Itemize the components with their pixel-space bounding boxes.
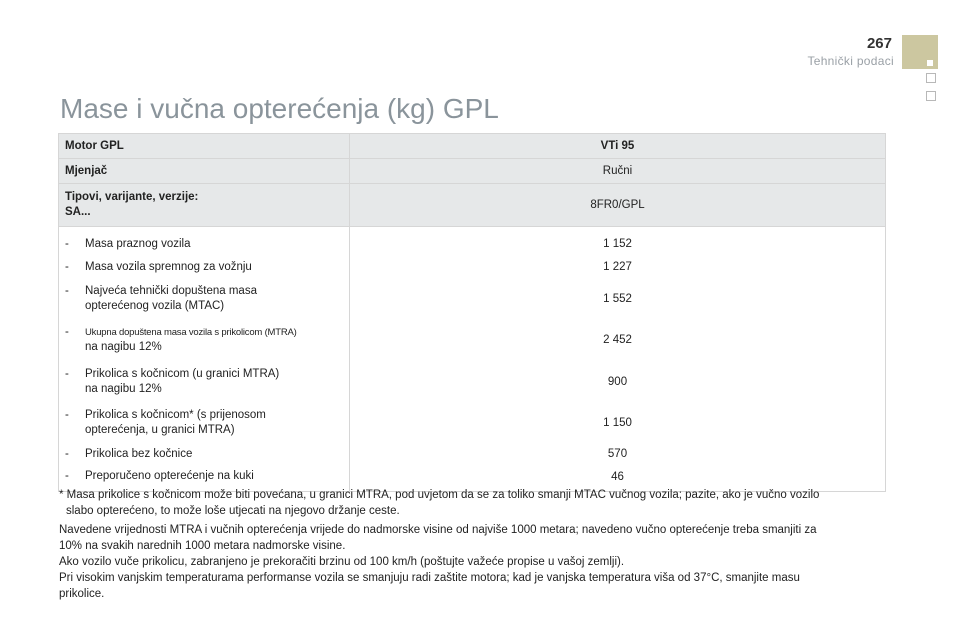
dash: - [65, 368, 69, 380]
row-label: Prikolica s kočnicom (u granici MTRA) [85, 368, 280, 380]
footnote [59, 487, 889, 519]
row-value: 1 227 [350, 255, 886, 279]
gearbox-value: Ručni [350, 159, 886, 184]
engine-value: VTi 95 [350, 134, 886, 159]
note-p1-line2: 10% na svakih narednih 1000 metara nadmorske visine. [59, 540, 346, 552]
types-value: 8FR0/GPL [350, 184, 886, 227]
row-label: Najveća tehnički dopuštena masa [85, 285, 257, 297]
row-label: Ukupna dopuštena masa vozila s prikolicom (MTRA) [85, 327, 297, 338]
gearbox-row [59, 159, 886, 184]
row-value: 1 552 [350, 279, 886, 319]
note-p1-line1: Navedene vrijednosti MTRA i vučnih opterećenja vrijede do nadmorske visine od najviše 1000 metara; navedeno vučno opterećenje treba smanjiti za [59, 524, 817, 536]
note-p3-line1: Pri visokim vanjskim temperaturama performanse vozila se smanjuju radi zaštite motora; kad je vanjska temperatura viša od 37°C, smanjite masu [59, 572, 800, 584]
notes [59, 522, 889, 602]
row-label: Prikolica bez kočnice [85, 447, 193, 460]
table-row [59, 403, 886, 443]
row-value: 1 152 [350, 227, 886, 256]
chapter-tab-marker [927, 60, 933, 66]
table-row [59, 443, 886, 465]
types-row [59, 184, 886, 227]
types-label-line2: SA... [65, 206, 91, 218]
dash: - [65, 260, 69, 273]
table-row [59, 227, 886, 256]
engine-label: Motor GPL [59, 134, 350, 159]
row-label-line2: opterećenja, u granici MTRA) [85, 424, 235, 436]
row-value: 1 150 [350, 403, 886, 443]
page-number: 267 [866, 35, 892, 52]
chapter-square-2 [926, 91, 936, 101]
note-p2: Ako vozilo vuče prikolicu, zabranjeno je prekoračiti brzinu od 100 km/h (poštujte važeće propise u vašoj zemlji). [59, 556, 625, 568]
footnote-line2: slabo opterećeno, to može loše utjecati na njegovo držanje ceste. [66, 505, 400, 517]
section-title: Tehnički podaci [807, 54, 894, 68]
dash: - [65, 326, 69, 338]
row-label: Preporučeno opterećenje na kuki [85, 469, 254, 482]
chapter-square-1 [926, 73, 936, 83]
row-value: 46 [350, 465, 886, 492]
row-value: 900 [350, 361, 886, 403]
page-title: Mase i vučna opterećenja (kg) GPL [60, 93, 499, 124]
table-row [59, 279, 886, 319]
table-row [59, 361, 886, 403]
note-p3-line2: prikolice. [59, 588, 105, 600]
mass-table [58, 133, 886, 492]
dash: - [65, 469, 69, 482]
table-row [59, 255, 886, 279]
dash: - [65, 409, 69, 421]
dash: - [65, 285, 69, 297]
types-label-line1: Tipovi, varijante, verzije: [65, 191, 199, 203]
footnote-line1: * Masa prikolice s kočnicom može biti povećana, u granici MTRA, pod uvjetom da se za toliko smanji MTAC vučnog vozila; pazite, ako je vučno vozilo [59, 489, 820, 501]
row-label-line2: opterećenog vozila (MTAC) [85, 300, 225, 312]
dash: - [65, 237, 69, 250]
row-label: Masa vozila spremnog za vožnju [85, 260, 252, 273]
row-label-line2: na nagibu 12% [85, 341, 162, 353]
gearbox-label: Mjenjač [59, 159, 350, 184]
row-value: 570 [350, 443, 886, 465]
table-row [59, 319, 886, 361]
row-label: Prikolica s kočnicom* (s prijenosom [85, 409, 266, 421]
dash: - [65, 447, 69, 460]
row-label-line2: na nagibu 12% [85, 383, 162, 395]
row-label: Masa praznog vozila [85, 237, 191, 250]
row-value: 2 452 [350, 319, 886, 361]
table-header-row [59, 134, 886, 159]
